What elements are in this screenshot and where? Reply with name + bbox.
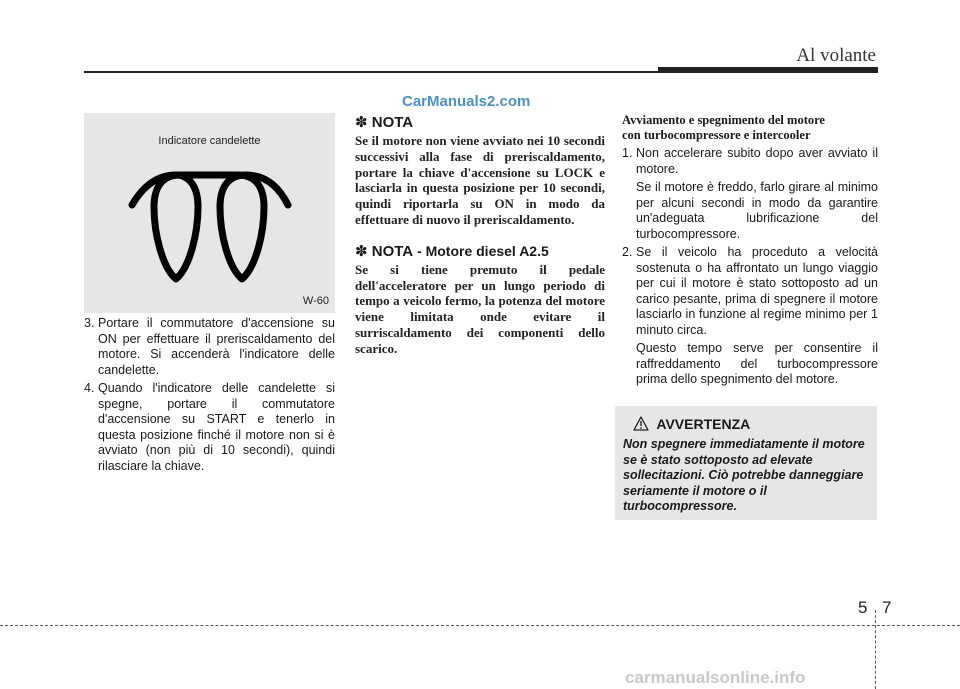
footer-rule	[0, 625, 960, 626]
item-text: Se il motore è freddo, farlo girare al minimo per alcuni secondi in modo da garantire un'adeguata lubrificazione del turbocompressore.	[636, 180, 878, 241]
list-item	[622, 146, 878, 242]
note-subtitle: - Motore diesel A2.5	[413, 242, 549, 259]
list-item	[84, 381, 335, 474]
item-text: Se il veicolo ha proceduto a velocità sostenuta o ha affrontato un lungo viaggio per cui il motore è stato sottoposto ad un carico pesante, prima di spegnere il motore lasciarlo in funzione al regime minimo per 1 minuto circa.	[636, 245, 878, 337]
note-title	[355, 242, 605, 260]
notes-column	[355, 113, 605, 371]
heading-line: con turbocompressore e intercooler	[622, 128, 811, 142]
figure-caption: Indicatore candelette	[158, 135, 261, 147]
instructions-column-1	[84, 316, 335, 477]
glow-plug-indicator-icon	[128, 163, 293, 288]
turbo-column	[622, 113, 878, 391]
warning-text: Non spegnere immediatamente il motore se è stato sottoposto ad elevate sollecitazioni. Ciò potrebbe danneggiare seriamente il motore o il turbocompressore.	[623, 437, 865, 513]
item-number: 4.	[84, 381, 95, 395]
asterisk-icon: ✽	[355, 242, 368, 260]
note-title-text: NOTA	[371, 242, 414, 260]
item-text: Questo tempo serve per consentire il raffreddamento del turbocompressore prima dello spegnimento del motore.	[636, 341, 878, 386]
note-title-text: NOTA	[371, 114, 414, 131]
header-rule	[84, 71, 878, 73]
watermark-bottom: carmanualsonline.info	[625, 668, 806, 687]
list-item	[84, 316, 335, 378]
warning-box	[615, 406, 877, 520]
watermark-top: CarManuals2.com	[402, 93, 531, 110]
asterisk-icon: ✽	[355, 114, 368, 131]
warning-triangle-icon	[633, 416, 649, 431]
note-title	[355, 113, 605, 131]
section-heading	[622, 113, 878, 143]
section-title: Al volante	[796, 45, 876, 66]
item-text: Quando l'indicatore delle candelette si spegne, portare il commutatore d'accensione su START e tenerlo in questa posizione finché il motore non si è avviato (non più di 10 secondi), quindi rilasciare la chiave.	[98, 381, 335, 473]
item-text: Non accelerare subito dopo aver avviato il motore.	[636, 146, 878, 176]
figure-code: W-60	[302, 295, 329, 307]
warning-title: AVVERTENZA	[656, 416, 751, 432]
item-number: 3.	[84, 316, 95, 330]
heading-line: Avviamento e spegnimento del motore	[622, 113, 825, 127]
note-body: Se il motore non viene avviato nei 10 secondi successivi alla fase di preriscaldamento, portare la chiave d'accensione su LOCK e lasciarla in questa posizione per 10 secondi, quindi riportarla su ON in modo da effettuare di nuovo il preriscaldamento.	[355, 133, 605, 227]
item-number: 1.	[622, 146, 633, 160]
warning-header	[633, 416, 750, 432]
footer-divider	[875, 610, 876, 689]
chapter-number: 5	[858, 598, 868, 617]
list-item	[622, 245, 878, 388]
note-body: Se si tiene premuto il pedale dell'acceleratore per un lungo periodo di tempo a veicolo fermo, la potenza del motore viene limitata onde evitare il surriscaldamento dei componenti dello scarico.	[355, 261, 605, 356]
glow-plug-figure	[84, 113, 335, 313]
item-text: Portare il commutatore d'accensione su ON per effettuare il preriscaldamento del motore. Si accenderà l'indicatore delle candelette.	[98, 316, 335, 377]
page-number: 7	[882, 598, 892, 617]
item-number: 2.	[622, 245, 633, 259]
